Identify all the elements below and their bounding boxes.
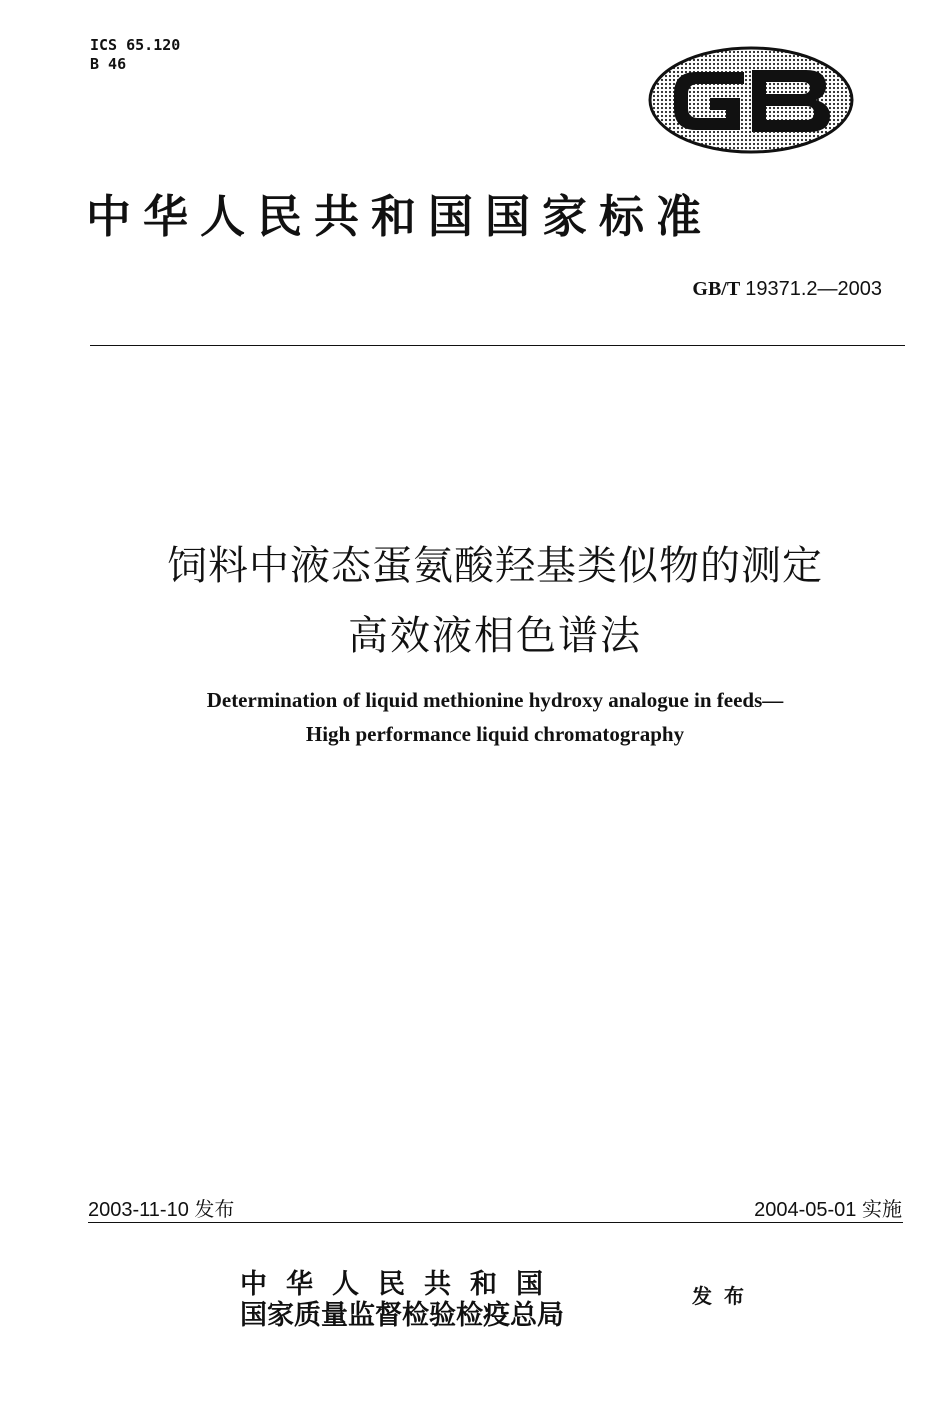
standard-code-prefix: GB/T (692, 278, 741, 300)
standard-code-number: 19371.2—2003 (745, 278, 882, 300)
issuer-line2: 国家质量监督检验检疫总局 (240, 1300, 564, 1330)
issuer-block (240, 1262, 760, 1342)
issue-date: 2003-11-10 发布 (88, 1199, 235, 1221)
title-cn-line2: 高效液相色谱法 (348, 614, 642, 658)
classification-block (90, 36, 180, 74)
header-divider (90, 345, 905, 346)
title-en-line2: High performance liquid chromatography (305, 722, 685, 746)
standard-title: 中华人民共和国国家标准 (86, 192, 714, 242)
implementation-date: 2004-05-01 实施 (754, 1199, 902, 1221)
gb-logo (648, 46, 854, 154)
title-en-line1: Determination of liquid methionine hydroxy analogue in feeds— (206, 688, 784, 712)
footer-divider (88, 1222, 903, 1223)
title-cn-line1: 饲料中液态蛋氨酸羟基类似物的测定 (167, 544, 823, 588)
ccs-code: B 46 (90, 55, 127, 73)
standard-code (692, 278, 882, 301)
ics-code: ICS 65.120 (90, 36, 181, 54)
issuer-line1: 中华人民共和国 (240, 1269, 562, 1299)
issuer-action: 发布 (692, 1286, 756, 1308)
